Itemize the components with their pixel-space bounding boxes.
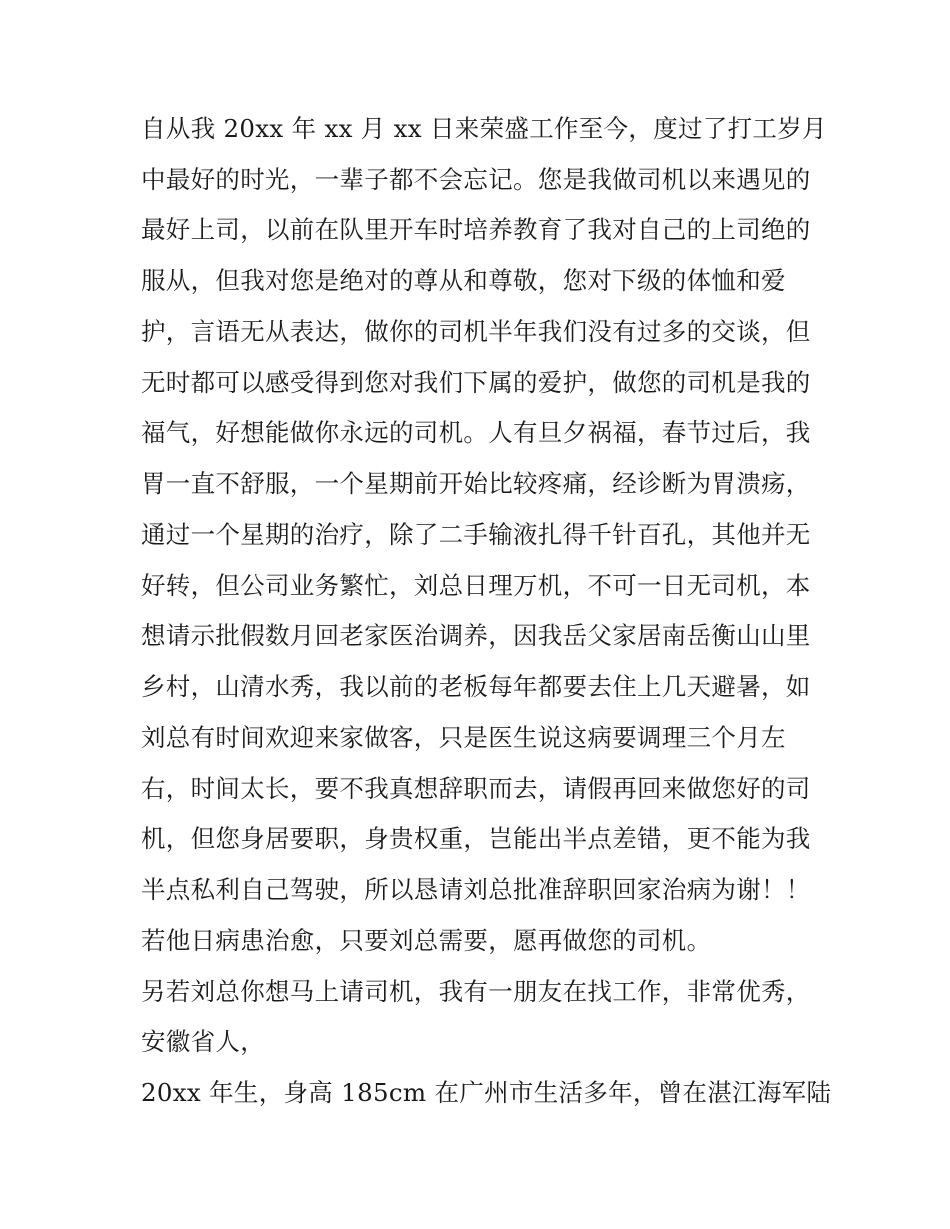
text-line: 刘总有时间欢迎来家做客，只是医生说这病要调理三个月左 bbox=[141, 723, 786, 752]
text-line: 好转，但公司业务繁忙，刘总日理万机，不可一日无司机，本 bbox=[141, 571, 811, 600]
text-line: 若他日病患治愈，只要刘总需要，愿再做您的司机。 bbox=[141, 926, 712, 955]
text-line: 胃一直不舒服，一个星期前开始比较疼痛，经诊断为胃溃疡， bbox=[141, 469, 811, 498]
text-line: 福气，好想能做你永远的司机。人有旦夕祸福，春节过后，我 bbox=[141, 418, 811, 447]
text-line: 最好上司，以前在队里开车时培养教育了我对自己的上司绝的 bbox=[141, 215, 811, 244]
text-line: 安徽省人， bbox=[141, 1027, 265, 1056]
text-line: 机，但您身居要职，身贵权重，岂能出半点差错，更不能为我 bbox=[141, 824, 811, 853]
text-line: 护，言语无从表达，做你的司机半年我们没有过多的交谈，但 bbox=[141, 317, 811, 346]
text-line: 服从，但我对您是绝对的尊从和尊敬，您对下级的体恤和爱 bbox=[141, 266, 786, 295]
text-line: 半点私利自己驾驶，所以恳请刘总批准辞职回家治病为谢！！ bbox=[141, 875, 811, 904]
text-line: 中最好的时光，一辈子都不会忘记。您是我做司机以来遇见的 bbox=[141, 165, 811, 194]
text-line: 右，时间太长，要不我真想辞职而去，请假再回来做您好的司 bbox=[141, 774, 811, 803]
text-line: 20xx 年生，身高 185cm 在广州市生活多年，曾在湛江海军陆 bbox=[141, 1078, 832, 1107]
text-line: 无时都可以感受得到您对我们下属的爱护，做您的司机是我的 bbox=[141, 368, 811, 397]
text-line: 乡村，山清水秀，我以前的老板每年都要去住上几天避暑，如 bbox=[141, 672, 811, 701]
text-line: 想请示批假数月回老家医治调养，因我岳父家居南岳衡山山里 bbox=[141, 621, 811, 650]
text-line: 自从我 20xx 年 xx 月 xx 日来荣盛工作至今，度过了打工岁月 bbox=[141, 114, 827, 143]
text-line: 通过一个星期的治疗，除了二手输液扎得千针百孔，其他并无 bbox=[141, 520, 811, 549]
text-line: 另若刘总你想马上请司机，我有一朋友在找工作，非常优秀， bbox=[141, 977, 811, 1006]
